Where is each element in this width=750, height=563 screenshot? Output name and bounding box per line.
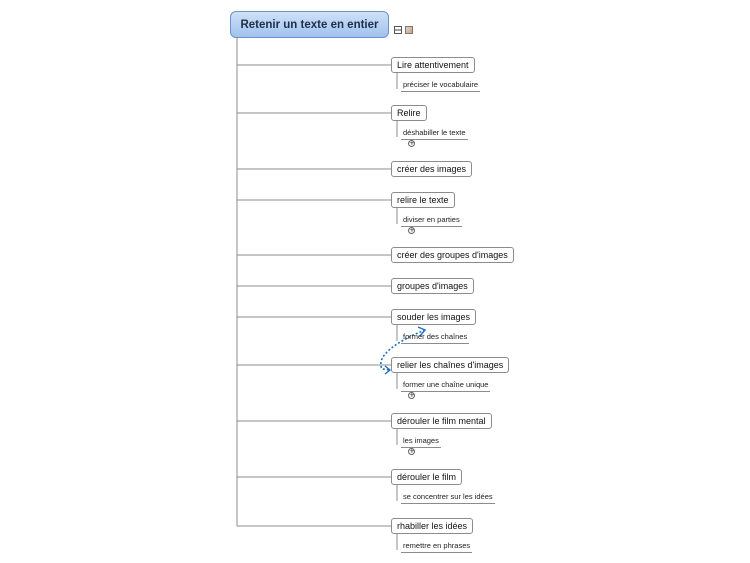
subtopic[interactable]: préciser le vocabulaire	[401, 79, 480, 92]
plus-circle-icon[interactable]: +	[409, 226, 415, 234]
note-icon[interactable]	[394, 26, 402, 34]
branch-topic[interactable]: relier les chaînes d'images	[391, 357, 509, 373]
subtopic[interactable]: déshabiller le texte	[401, 127, 468, 140]
branch-topic[interactable]: souder les images	[391, 309, 476, 325]
subtopic[interactable]: se concentrer sur les idées	[401, 491, 495, 504]
subtopic[interactable]: les images	[401, 435, 441, 448]
branch-topic[interactable]: créer des groupes d'images	[391, 247, 514, 263]
branch-topic[interactable]: rhabiller les idées	[391, 518, 473, 534]
subtopic[interactable]: former des chaînes	[401, 331, 469, 344]
image-icon[interactable]	[405, 26, 413, 34]
branch-topic[interactable]: Relire	[391, 105, 427, 121]
plus-circle-icon[interactable]: +	[409, 447, 415, 455]
branch-topic[interactable]: relire le texte	[391, 192, 455, 208]
plus-circle-icon[interactable]: +	[409, 139, 415, 147]
branch-topic[interactable]: dérouler le film mental	[391, 413, 492, 429]
plus-circle-icon[interactable]: +	[409, 391, 415, 399]
branch-topic[interactable]: dérouler le film	[391, 469, 462, 485]
subtopic[interactable]: diviser en parties	[401, 214, 462, 227]
central-topic[interactable]: Retenir un texte en entier	[230, 11, 389, 38]
branch-topic[interactable]: groupes d'images	[391, 278, 474, 294]
branch-topic[interactable]: Lire attentivement	[391, 57, 475, 73]
subtopic[interactable]: remettre en phrases	[401, 540, 472, 553]
subtopic[interactable]: former une chaîne unique	[401, 379, 490, 392]
branch-topic[interactable]: créer des images	[391, 161, 472, 177]
